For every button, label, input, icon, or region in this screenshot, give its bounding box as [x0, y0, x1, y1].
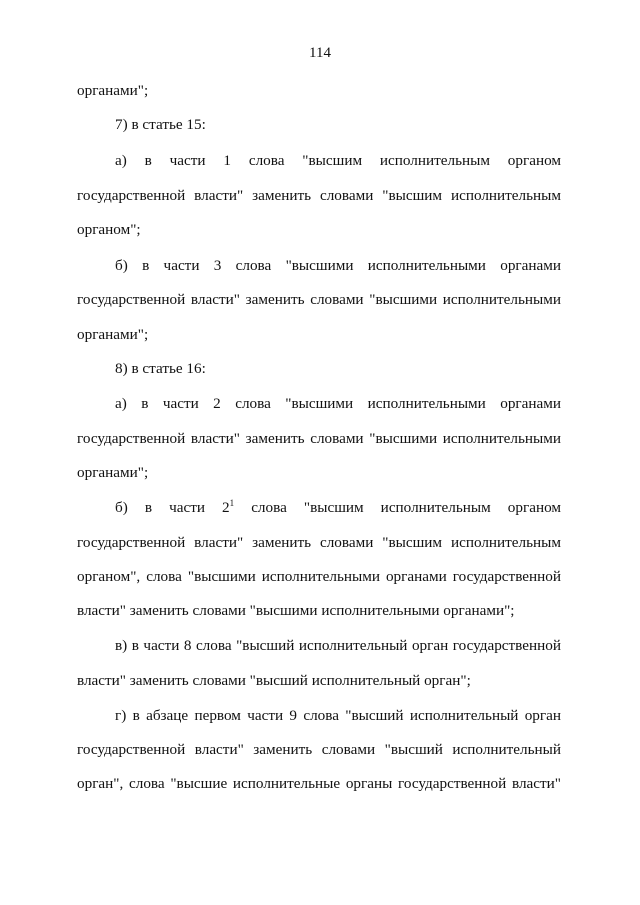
text-line: г) в абзаце первом части 9 слова "высший исполнительный орган [115, 707, 561, 724]
text-line: органами"; [77, 326, 149, 343]
text-line: власти" заменить словами "высший исполнительный орган"; [77, 672, 471, 689]
text-line: а) в части 2 слова "высшими исполнительными органами [115, 395, 561, 412]
text-line [115, 499, 561, 517]
text-line: 7) в статье 15: [115, 116, 206, 133]
text-fragment: б) в части 2 [115, 499, 230, 516]
text-line: б) в части 3 слова "высшими исполнительными органами [115, 257, 561, 274]
superscript: 1 [229, 497, 235, 508]
text-fragment: слова "высшим исполнительным органом [234, 499, 561, 516]
text-line: а) в части 1 слова "высшим исполнительным органом [115, 152, 561, 169]
text-line: государственной власти" заменить словами "высший исполнительный [77, 741, 561, 758]
text-line: государственной власти" заменить словами "высшим исполнительным [77, 534, 561, 551]
text-line: государственной власти" заменить словами "высшими исполнительными [77, 291, 561, 308]
text-line: орган", слова "высшие исполнительные органы государственной власти" [77, 775, 561, 792]
text-line: в) в части 8 слова "высший исполнительный орган государственной [115, 637, 561, 654]
text-line: 8) в статье 16: [115, 360, 206, 377]
text-line: государственной власти" заменить словами "высшим исполнительным [77, 187, 561, 204]
text-line: государственной власти" заменить словами "высшими исполнительными [77, 430, 561, 447]
text-line: органом"; [77, 221, 141, 238]
text-line: органами"; [77, 82, 149, 99]
text-line: власти" заменить словами "высшими исполнительными органами"; [77, 602, 515, 619]
page-number: 114 [309, 45, 331, 61]
text-line: органами"; [77, 464, 149, 481]
text-line: органом", слова "высшими исполнительными органами государственной [77, 568, 561, 585]
